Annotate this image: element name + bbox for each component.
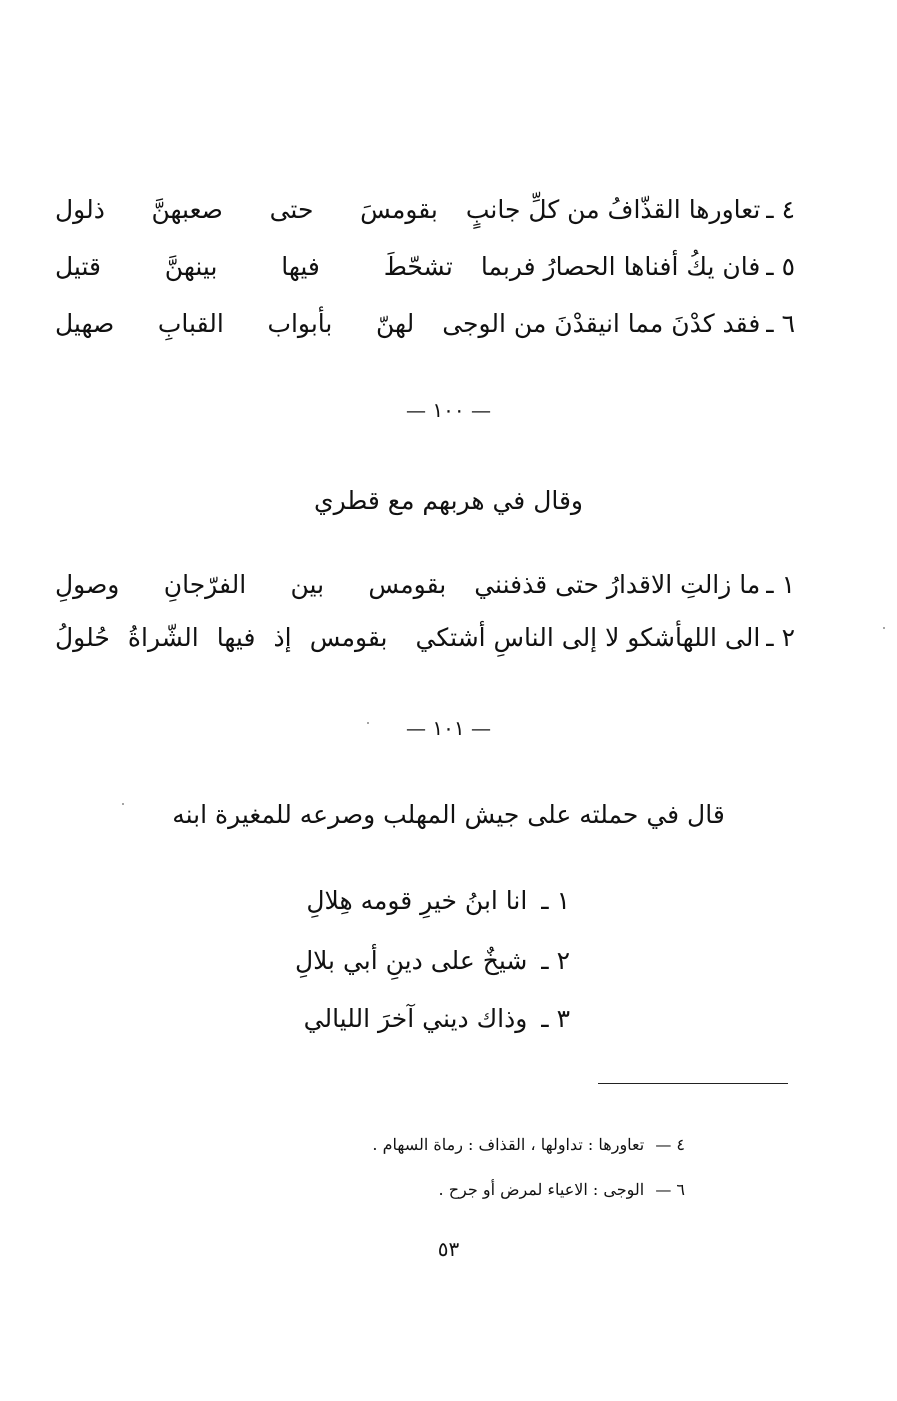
- verse-line: [55, 615, 795, 661]
- footnote-text: الوجى : الاعياء لمرض أو جرح .: [438, 1180, 645, 1199]
- verse-first-hemistich: ما زالتِ الاقدارُ حتى قذفنني: [474, 570, 761, 599]
- poem-number: — ١٠٠ —: [406, 398, 491, 422]
- poem-heading: قال في حملته على جيش المهلب وصرعه للمغيرة ابنه: [172, 800, 725, 829]
- verse-line: [55, 562, 795, 608]
- page-number: ٥٣: [437, 1237, 460, 1261]
- verse-line: [55, 187, 795, 233]
- verse-text: وذاك ديني آخرَ الليالي: [303, 1004, 528, 1033]
- verse-text: شيخٌ على دينِ أبي بلالِ: [294, 946, 528, 975]
- verse-number: ٢ ـ: [541, 946, 570, 975]
- verse-second-hemistich: بقومس بين الفرّجانِ وصولِ: [55, 570, 447, 599]
- verse-line: [270, 878, 570, 924]
- verse-number: ٥ ـ: [766, 252, 795, 281]
- verse-line: [55, 244, 795, 290]
- verse-number: ٢ ـ: [766, 623, 795, 652]
- poem-heading: وقال في هربهم مع قطري: [314, 486, 583, 515]
- footnote: [200, 1177, 685, 1203]
- verse-second-hemistich: بقومسَ حتى صعبهنَّ ذلول: [55, 195, 438, 224]
- verse-number: ٣ ـ: [541, 1004, 570, 1033]
- verse-first-hemistich: الى اللهأشكو لا إلى الناسِ أشتكي: [415, 623, 761, 652]
- footnote-text: تعاورها : تداولها ، القذاف : رماة السهام .: [372, 1135, 645, 1154]
- footnote-number: ٦ —: [655, 1180, 685, 1199]
- verse-first-hemistich: فان يكُ أفناها الحصارُ فربما: [480, 252, 761, 281]
- scan-speck: [367, 722, 369, 724]
- footnote: [200, 1132, 685, 1158]
- poem-number: — ١٠١ —: [406, 716, 491, 740]
- verse-number: ١ ـ: [541, 886, 570, 915]
- footnote-separator: [598, 1083, 788, 1084]
- verse-first-hemistich: فقد كدْنَ مما انيقدْنَ من الوجى: [442, 309, 761, 338]
- verse-second-hemistich: لهنّ بأبواب القبابِ صهيل: [55, 309, 415, 338]
- footnote-number: ٤ —: [655, 1135, 685, 1154]
- verse-second-hemistich: تشحّطَ فيها بينهنَّ قتيل: [55, 252, 453, 281]
- verse-number: ١ ـ: [766, 570, 795, 599]
- verse-number: ٦ ـ: [766, 309, 795, 338]
- verse-first-hemistich: تعاورها القذّافُ من كلِّ جانبٍ: [465, 195, 761, 224]
- scan-speck: [883, 627, 885, 629]
- verse-line: [270, 996, 570, 1042]
- verse-number: ٤ ـ: [766, 195, 795, 224]
- verse-text: انا ابنُ خيرِ قومه هِلالِ: [306, 886, 528, 915]
- verse-line: [270, 938, 570, 984]
- scan-speck: [122, 803, 124, 805]
- verse-second-hemistich: بقومس إذ فيها الشّراةُ حُلولُ: [55, 623, 388, 652]
- verse-line: [55, 301, 795, 347]
